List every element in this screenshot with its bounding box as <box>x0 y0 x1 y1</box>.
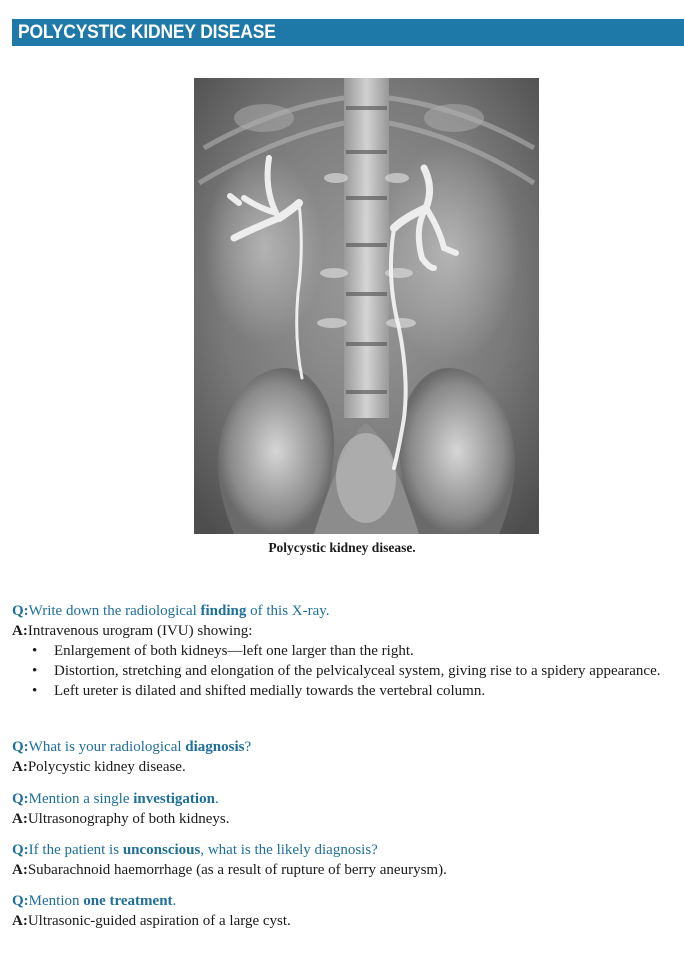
answer <box>12 809 676 829</box>
answer-prefix: A: <box>12 759 28 775</box>
answer-prefix: A: <box>12 913 28 929</box>
question-prefix: Q: <box>12 893 29 909</box>
question-keyword: investigation <box>133 791 215 807</box>
qa-block-investigation <box>12 789 676 829</box>
answer-prefix: A: <box>12 623 28 639</box>
question-prefix: Q: <box>12 603 29 619</box>
answer-text: Polycystic kidney disease. <box>27 759 186 775</box>
list-item: • Enlargement of both kidneys—left one larger than the right. <box>12 641 676 661</box>
answer <box>12 621 676 641</box>
question <box>12 737 676 757</box>
xray-illustration <box>194 78 539 534</box>
answer <box>12 757 676 777</box>
answer-prefix: A: <box>12 862 28 878</box>
question-text: of this X-ray. <box>246 603 330 619</box>
qa-block-unconscious <box>12 840 676 880</box>
section-title-bar <box>12 19 684 46</box>
question-prefix: Q: <box>12 842 29 858</box>
question <box>12 840 676 860</box>
figure-caption: Polycystic kidney disease. <box>268 540 416 555</box>
question-text: Mention a single <box>28 791 134 807</box>
question <box>12 601 676 621</box>
question <box>12 789 676 809</box>
question-text: If the patient is <box>28 842 123 858</box>
question-keyword: one treatment <box>83 893 173 909</box>
ivu-xray-image <box>194 78 539 534</box>
question-text: Mention <box>28 893 84 909</box>
answer-text: Intravenous urogram (IVU) showing: <box>27 623 253 639</box>
answer <box>12 911 676 931</box>
question-keyword: diagnosis <box>185 739 245 755</box>
question-keyword: finding <box>200 603 247 619</box>
qa-block-diagnosis <box>12 737 676 777</box>
qa-block-finding <box>12 601 676 701</box>
question-text: Write down the radiological <box>28 603 201 619</box>
answer <box>12 860 676 880</box>
question-keyword: unconscious <box>122 842 201 858</box>
question-prefix: Q: <box>12 791 29 807</box>
question-text: . <box>214 791 219 807</box>
answer-bullet-list <box>12 641 676 701</box>
answer-text: Ultrasonic-guided aspiration of a large cyst. <box>27 913 291 929</box>
question-text: ? <box>244 739 252 755</box>
answer-text: Subarachnoid haemorrhage (as a result of rupture of berry aneurysm). <box>27 862 447 878</box>
question-text: What is your radiological <box>28 739 186 755</box>
answer-text: Ultrasonography of both kidneys. <box>27 811 230 827</box>
question-prefix: Q: <box>12 739 29 755</box>
page-title: POLYCYSTIC KIDNEY DISEASE <box>18 22 276 43</box>
list-item: • Distortion, stretching and elongation of the pelvicalyceal system, giving rise to a spidery appearance. <box>12 661 676 681</box>
qa-block-treatment <box>12 891 676 931</box>
question-text: , what is the likely diagnosis? <box>200 842 378 858</box>
list-item: • Left ureter is dilated and shifted medially towards the vertebral column. <box>12 681 676 701</box>
answer-prefix: A: <box>12 811 28 827</box>
question-text: . <box>172 893 177 909</box>
question <box>12 891 676 911</box>
